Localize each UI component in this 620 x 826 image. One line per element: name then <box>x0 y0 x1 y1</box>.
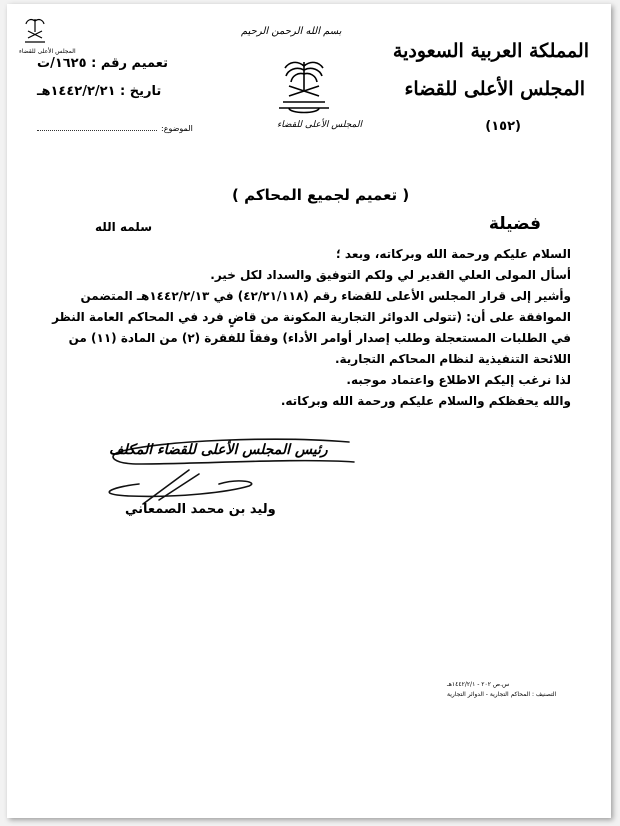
body-line: والله يحفظكم والسلام عليكم ورحمة الله وبركاته. <box>280 394 571 408</box>
subject-line <box>37 124 193 133</box>
subject-blank <box>37 130 157 131</box>
small-emblem-icon <box>21 16 49 46</box>
institution-name-line2: المجلس الأعلى للقضاء <box>404 78 585 100</box>
salutation-to: فضيلة <box>488 214 541 234</box>
signatory-name: وليد بن محمد الصمعاني <box>125 502 276 517</box>
center-emblem-caption: المجلس الأعلى للقضاء <box>277 120 362 130</box>
body-line: وأشير إلى قرار المجلس الأعلى للقضاء رقم (٤٢/٢١/١١٨) في ١٤٤٢/٢/١٣هـ المتضمن <box>80 289 571 303</box>
footer-classification: التصنيف : المحاكم التجارية - الدوائر التجارية <box>447 691 557 698</box>
body-line: أسأل المولى العلي القدير لي ولكم التوفيق والسداد لكل خير. <box>210 268 571 282</box>
body-line: اللائحة التنفيذية لنظام المحاكم التجارية. <box>334 352 571 366</box>
signatory-title: رئيس المجلس الأعلى للقضاء المكلف <box>109 442 328 458</box>
basmala: بسم الله الرحمن الرحيم <box>241 26 342 37</box>
subject-label: الموضوع: <box>161 124 193 133</box>
letter-body <box>31 244 571 412</box>
letter-title: ( تعميم لجميع المحاكم ) <box>232 186 410 204</box>
reference-number: (١٥٢) <box>485 119 521 134</box>
body-line: لذا نرغب إليكم الاطلاع واعتماد موجبه. <box>346 373 571 387</box>
document-page <box>7 4 611 818</box>
footer-reference: س.ص ٢٠٢ - ١٤٤٢/٢/١هـ <box>447 681 510 688</box>
body-line: في الطلبات المستعجلة وطلب إصدار أوامر الأداء) وفقاً للفقرة (٢) من المادة (١١) من <box>68 331 571 345</box>
body-line: الموافقة على أن: (تتولى الدوائر التجارية المكونة من قاضٍ فرد في المحاكم العامة النظر <box>52 310 571 324</box>
body-line: السلام عليكم ورحمة الله وبركاته، وبعد ؛ <box>335 247 571 261</box>
circular-date: تاريخ : ١٤٤٢/٢/٢١هـ <box>37 84 162 99</box>
circular-number: تعميم رقم : ١٦٢٥/ت <box>37 56 168 71</box>
palm-swords-emblem-icon <box>269 56 339 118</box>
salutation-blessing: سلمه الله <box>95 220 152 234</box>
corner-emblem-caption: المجلس الأعلى للقضاء <box>19 48 76 55</box>
institution-name-line1: المملكة العربية السعودية <box>392 40 589 62</box>
